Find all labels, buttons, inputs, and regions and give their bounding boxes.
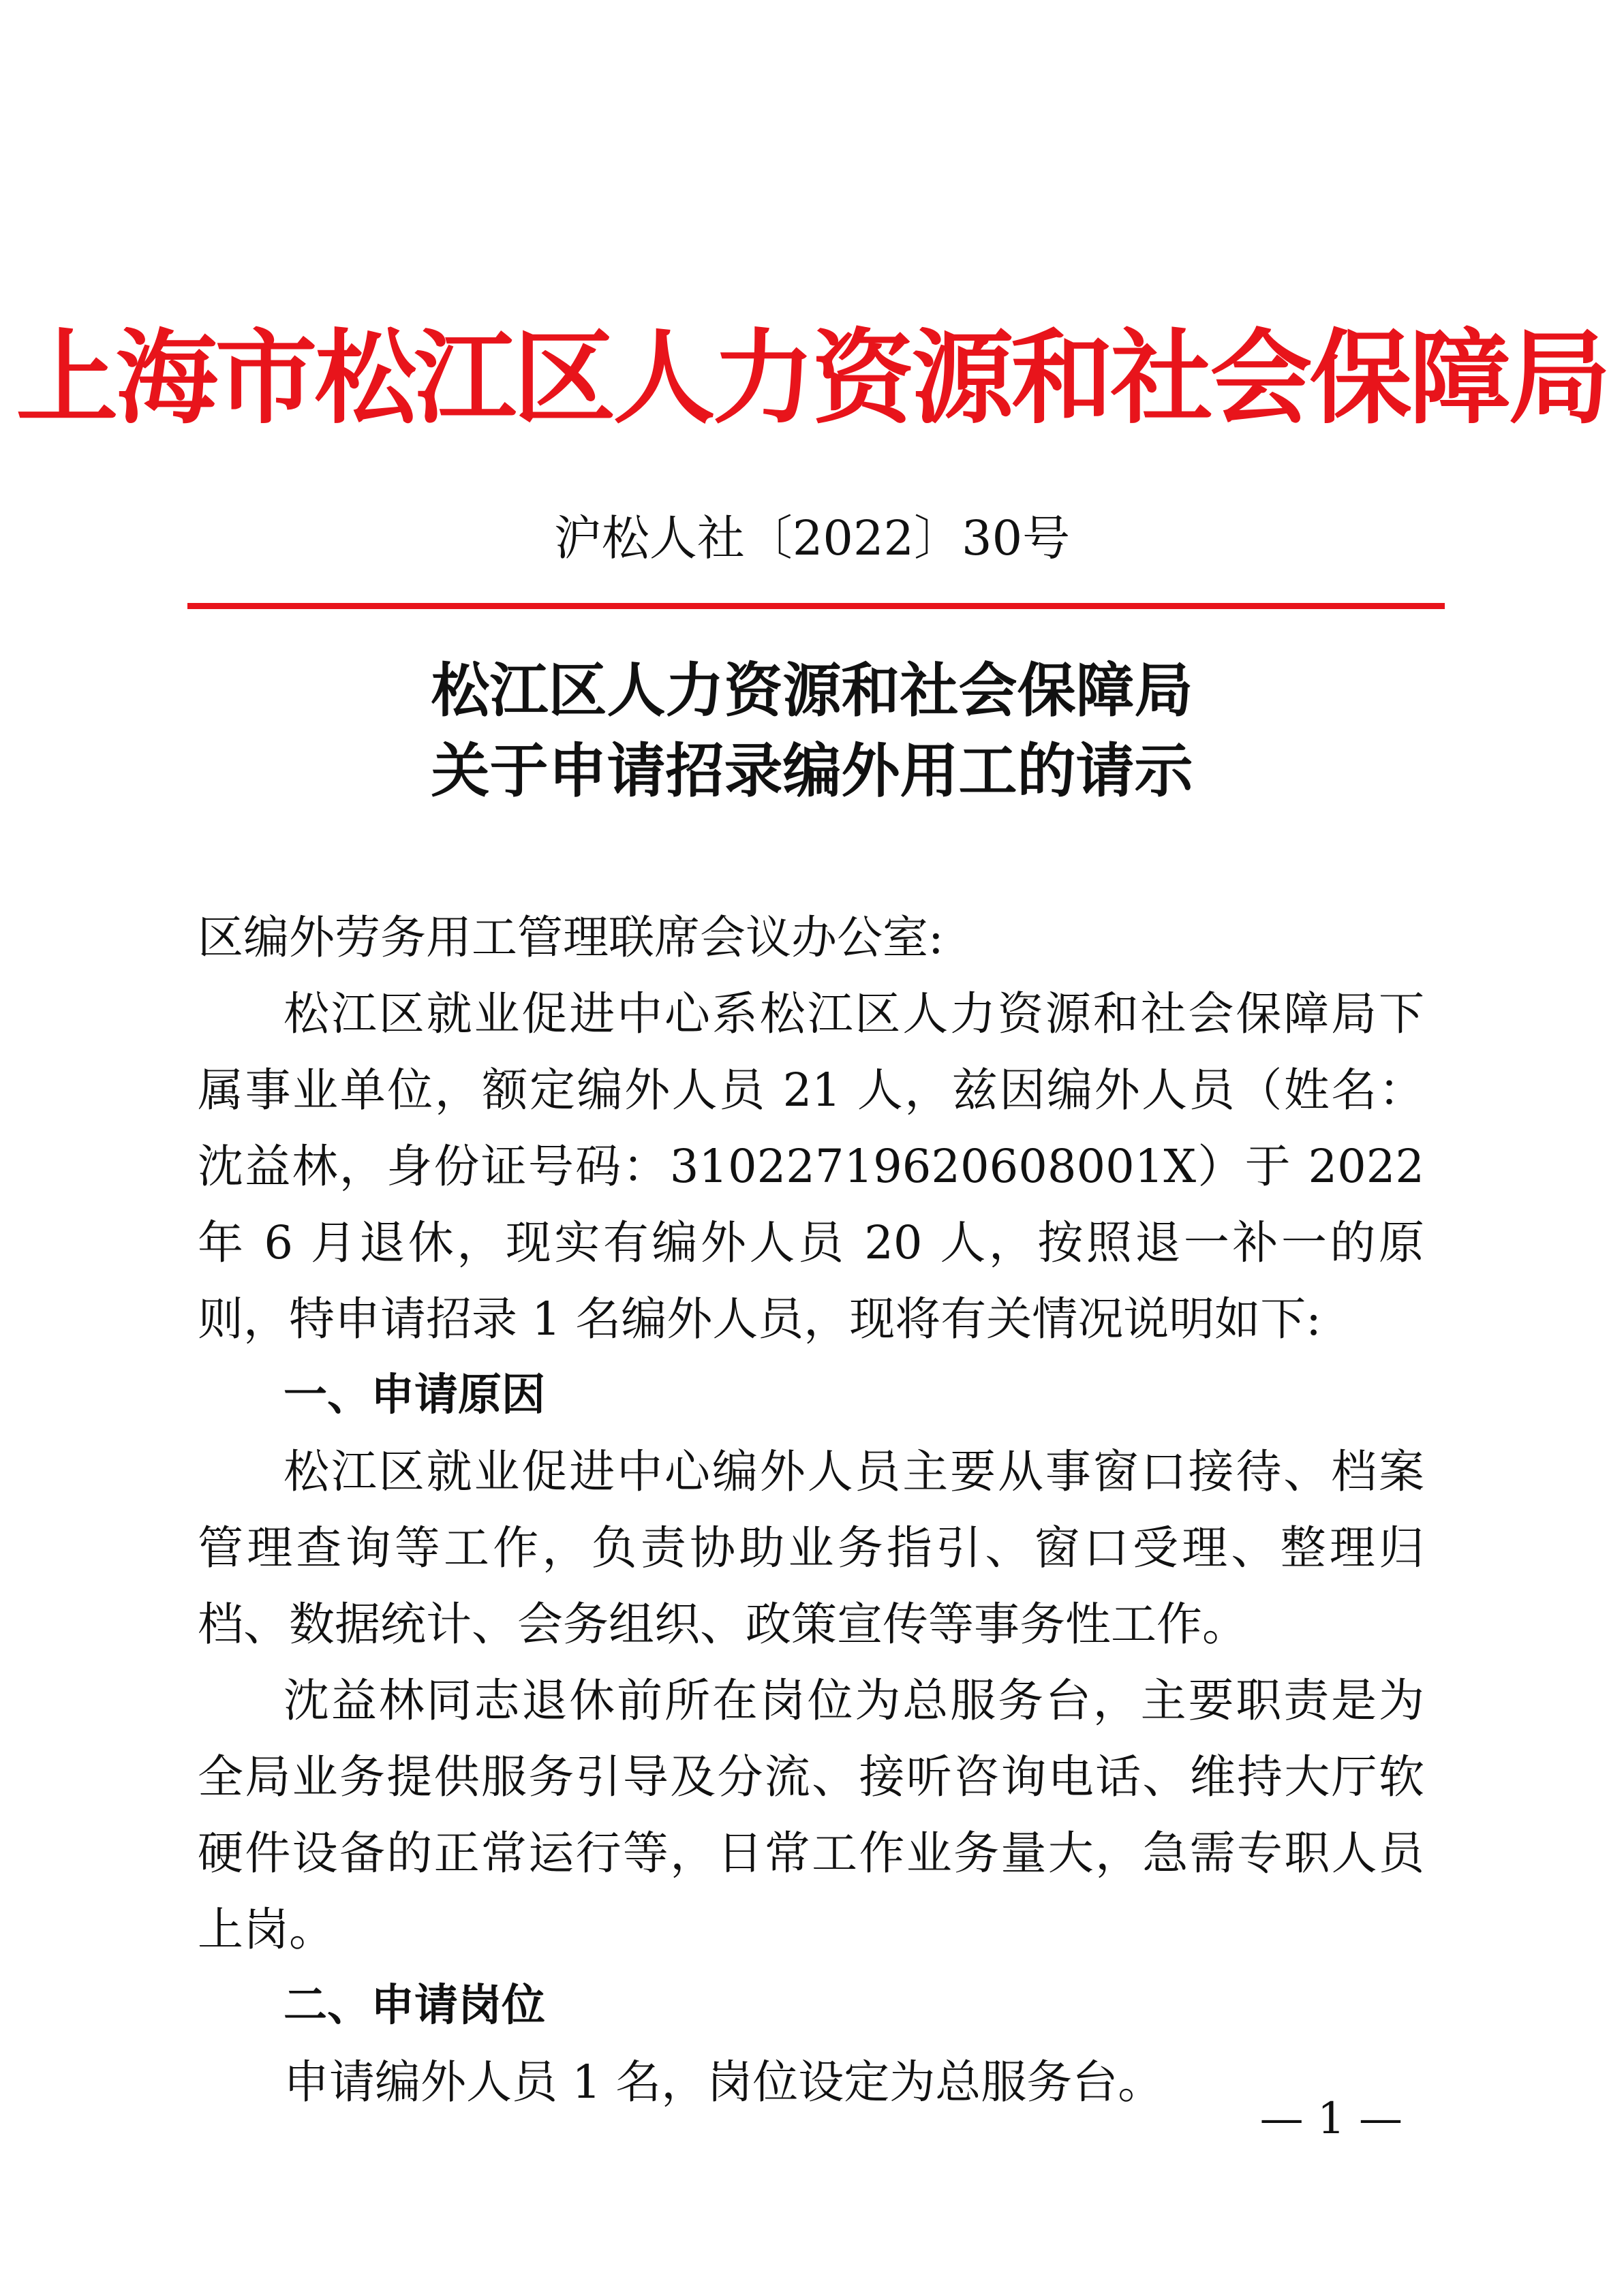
document-body [198, 899, 1424, 2120]
document-number: 沪松人社〔2022〕30号 [553, 510, 1071, 566]
section-1-heading: 一、申请原因 [284, 1370, 545, 1421]
section-1-paragraph-1: 松江区就业促进中心编外人员主要从事窗口接待、档案管理查询等工作，负责协助业务指引、窗口受理、整理归档、数据统计、会务组织、政策宣传等事务性工作。 [198, 1445, 1424, 1651]
document-title [0, 651, 1624, 811]
red-divider-line [187, 603, 1445, 609]
document-title-line-2: 关于申请招录编外用工的请示 [431, 736, 1193, 805]
section-2-paragraph-1: 申请编外人员 1 名，岗位设定为总服务台。 [284, 2055, 1164, 2109]
issuing-organization-header: 上海市松江区人力资源和社会保障局 [16, 318, 1608, 438]
section-1-paragraph-2: 沈益林同志退休前所在岗位为总服务台，主要职责是为全局业务提供服务引导及分流、接听咨询电话、维持大厅软硬件设备的正常运行等，日常工作业务量大，急需专职人员上岗。 [198, 1674, 1424, 1956]
section-2-heading: 二、申请岗位 [284, 1981, 545, 2031]
recipient-line: 区编外劳务用工管理联席会议办公室: [198, 911, 944, 964]
intro-paragraph: 松江区就业促进中心系松江区人力资源和社会保障局下属事业单位，额定编外人员 21 人，兹因编外人员（姓名：沈益林，身份证号码：31022719620608001X）于 2022 年 6 月退休，现实有编外人员 20 人，按照退一补一的原则，特申请招录 1 名编外人员，现将有关情况说明如下: [198, 987, 1424, 1346]
page-number: — 1 — [1259, 2094, 1403, 2144]
document-title-line-1: 松江区人力资源和社会保障局 [431, 656, 1193, 725]
